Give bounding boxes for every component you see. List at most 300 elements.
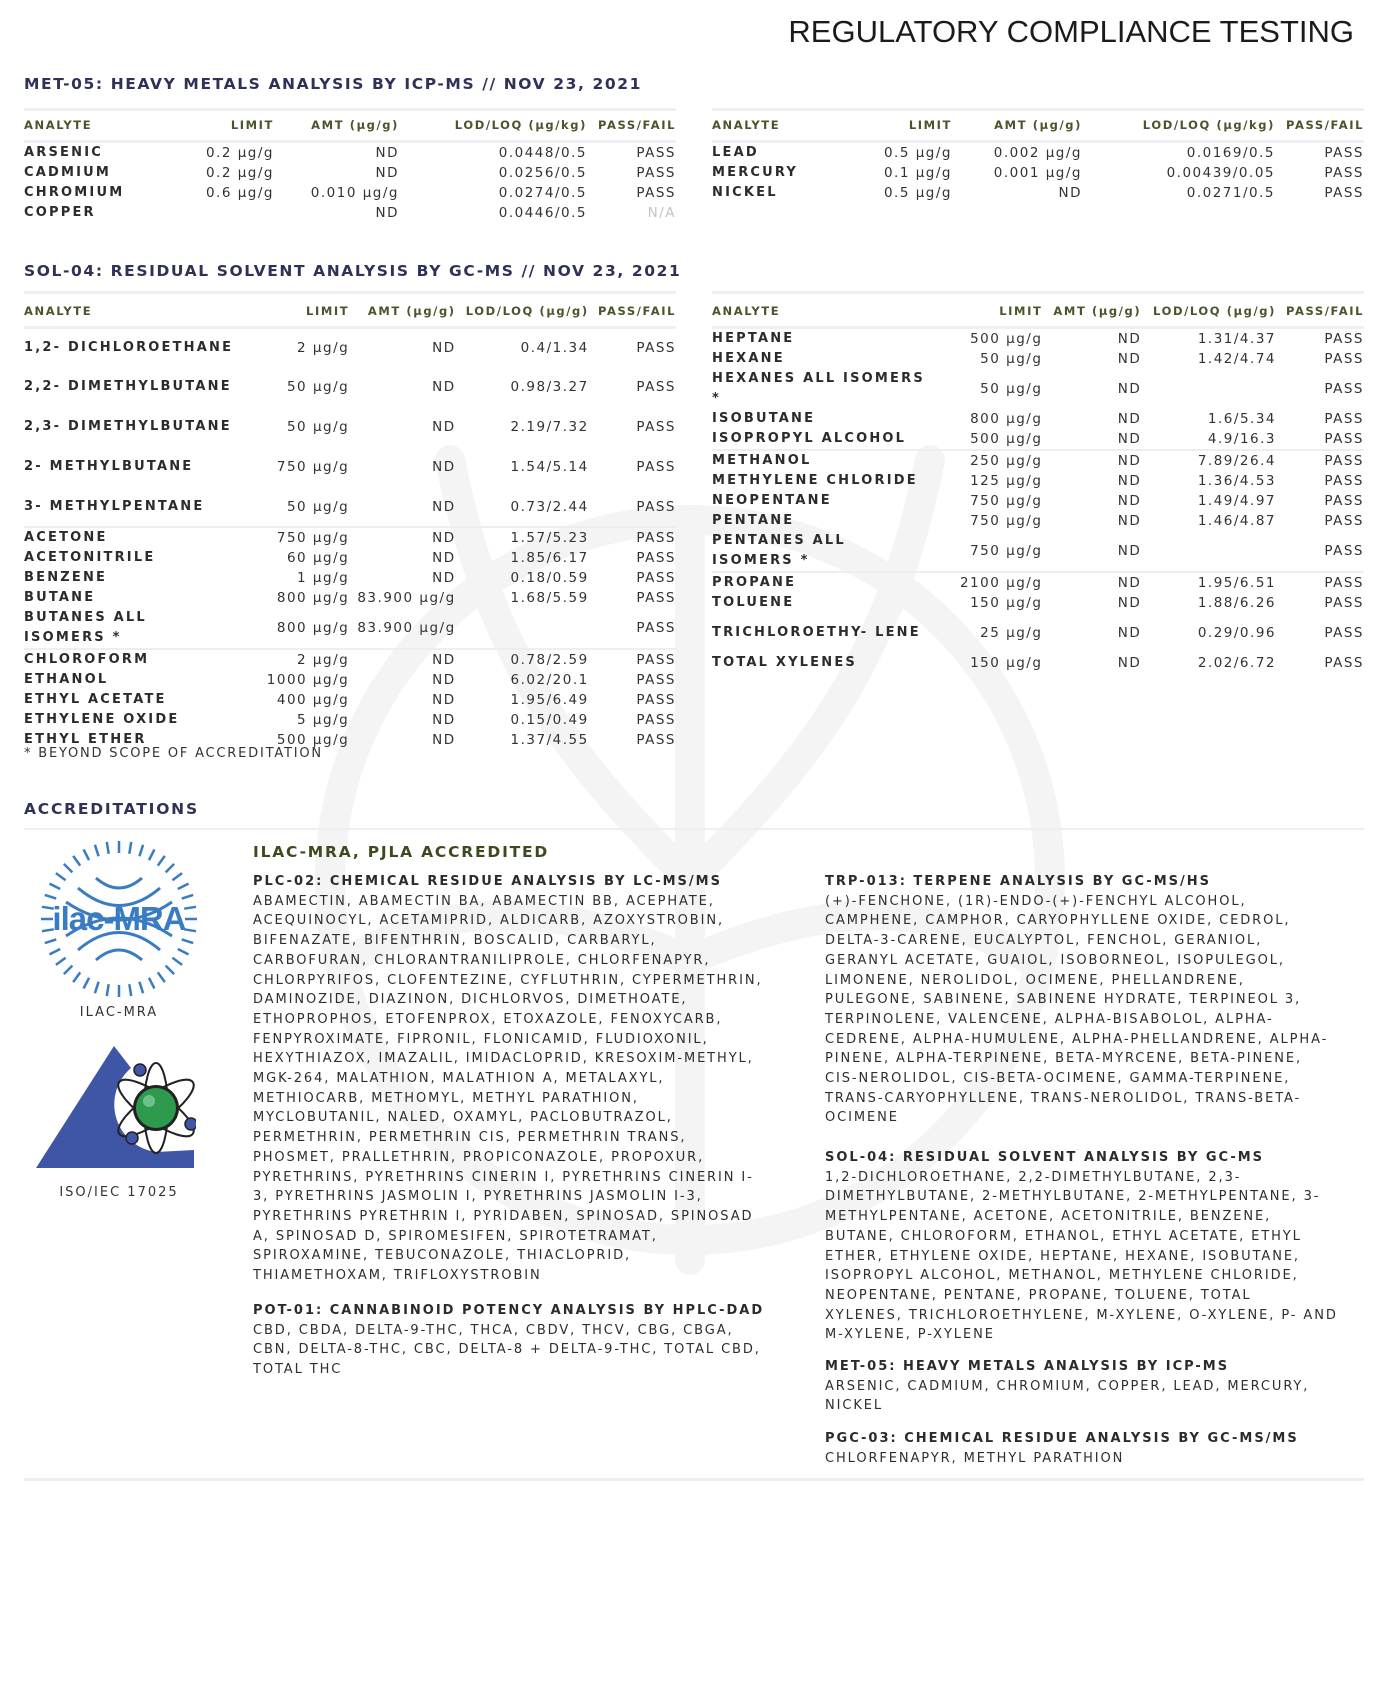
analyte-name: TRICHLOROETHY- LENE [712, 624, 921, 640]
iso-iec-17025-logo-icon [36, 1046, 196, 1176]
cell-analyte [712, 409, 926, 429]
cell-analyte [712, 327, 926, 349]
cell-lodloq: 1.46/4.87 [1197, 512, 1276, 529]
table-row [712, 409, 1364, 429]
accreditations-title: ACCREDITATIONS [24, 800, 199, 818]
table-row [712, 613, 1364, 653]
cell-amt: ND [432, 712, 456, 728]
cell-result: PASS [636, 732, 676, 748]
cell-result: PASS [636, 672, 676, 688]
ilac-tick [158, 856, 165, 866]
cell-analyte [712, 429, 926, 450]
cell-limit: 2 µg/g [297, 339, 350, 356]
cell-lodloq: 0.73/2.44 [510, 498, 589, 515]
method-heading: SOL-04: RESIDUAL SOLVENT ANALYSIS BY GC-MS [825, 1150, 1265, 1165]
metals-table-right [712, 111, 1364, 203]
cell-analyte [24, 203, 174, 223]
cell-limit: 0.2 µg/g [205, 164, 274, 181]
cell-analyte [712, 183, 842, 203]
ilac-tick [172, 958, 182, 965]
ilac-tick [107, 842, 109, 854]
method-heading: POT-01: CANNABINOID POTENCY ANALYSIS BY HPLC-DAD [253, 1303, 765, 1318]
cell-analyte [24, 608, 235, 649]
cell-limit: 2100 µg/g [926, 572, 1042, 593]
cell-lodloq: 0.0448/0.5 [498, 144, 587, 161]
ilac-tick [139, 845, 143, 856]
cell-limit: 750 µg/g [276, 459, 350, 475]
analyte-name: CADMIUM [24, 164, 112, 180]
cell-result: PASS [1324, 594, 1364, 611]
cell-lodloq [456, 608, 589, 649]
cell-lodloq: 0.0271/0.5 [1186, 184, 1275, 201]
cell-result: PASS [636, 712, 676, 728]
cell-result: PASS [1324, 380, 1364, 397]
cell-result: PASS [589, 527, 676, 548]
analyte-name: 2,2- DIMETHYLBUTANE [24, 379, 232, 394]
cell-amt: ND [432, 339, 456, 356]
analyte-name: PENTANES ALL ISOMERS * [712, 532, 846, 568]
table-row [712, 429, 1364, 450]
cell-limit: 50 µg/g [980, 380, 1043, 397]
ilac-tick [50, 949, 61, 954]
cell-analyte [712, 141, 842, 163]
ilac-tick [45, 895, 56, 899]
cell-analyte [24, 183, 174, 203]
cell-limit: 0.2 µg/g [205, 144, 274, 161]
analyte-name: 2- METHYLBUTANE [24, 459, 194, 474]
column-header: LOD/LOQ (µg/g) [1153, 304, 1276, 319]
cell-amt: ND [1117, 350, 1142, 367]
cell-analyte [24, 327, 235, 367]
column-header: PASS/FAIL [1286, 118, 1364, 133]
analyte-name: ISOBUTANE [712, 410, 816, 426]
cell-analyte [24, 710, 235, 730]
cell-amt: ND [349, 649, 455, 670]
cell-lodloq: 1.31/4.37 [1197, 330, 1276, 347]
column-header: LIMIT [908, 118, 952, 133]
cell-lodloq: 0.0274/0.5 [498, 184, 587, 201]
cell-lodloq: 0.4/1.34 [520, 339, 589, 356]
cell-amt: ND [375, 204, 399, 221]
analyte-name: BUTANES ALL ISOMERS * [24, 610, 147, 645]
cell-limit: 5 µg/g [297, 712, 350, 728]
cell-result: PASS [1324, 624, 1364, 641]
method-block-sol-04 [825, 1148, 1370, 1345]
ilac-mra-label: ILAC-MRA [79, 1005, 159, 1020]
analyte-name: TOTAL XYLENES [712, 654, 857, 670]
cell-amt: ND [1042, 450, 1141, 471]
cell-lodloq: 0.29/0.96 [1197, 624, 1276, 641]
cell-result: PASS [1324, 492, 1364, 509]
ilac-tick [73, 972, 80, 982]
ilac-tick [107, 984, 109, 996]
analyte-name: PENTANE [712, 512, 795, 528]
cell-lodloq: 1.57/5.23 [456, 527, 589, 548]
cell-result: PASS [1324, 654, 1364, 671]
cell-result: PASS [636, 590, 676, 606]
method-block-met-05 [825, 1357, 1370, 1416]
divider [24, 828, 1364, 830]
divider [712, 108, 1364, 111]
cell-result: PASS [636, 419, 676, 435]
analyte-name: HEXANE [712, 350, 785, 366]
column-header: AMT (µg/g) [367, 304, 456, 319]
cell-lodloq: 1.6/5.34 [1207, 410, 1276, 427]
cell-lodloq: 4.9/16.3 [1207, 430, 1276, 447]
method-block-trp-013 [825, 872, 1370, 1128]
cell-analyte [24, 649, 235, 670]
method-block-plc-02 [253, 872, 793, 1286]
cell-lodloq: 1.49/4.97 [1197, 492, 1276, 509]
analyte-name: ETHANOL [24, 672, 109, 687]
table-row [712, 327, 1364, 349]
cell-amt: 0.002 µg/g [993, 144, 1082, 161]
cell-result: PASS [1324, 350, 1364, 367]
table-header-row [24, 297, 676, 327]
ilac-tick [45, 939, 56, 943]
ilac-tick [95, 845, 99, 856]
table-row [24, 141, 676, 163]
column-header: PASS/FAIL [1286, 304, 1364, 319]
cell-analyte [24, 487, 235, 527]
cell-limit: 0.6 µg/g [205, 184, 274, 201]
cell-amt: ND [375, 164, 399, 181]
cell-limit [174, 203, 274, 223]
ilac-tick [166, 864, 174, 872]
method-analytes: CBD, CBDA, DELTA-9-THC, THCA, CBDV, THCV, CBG, CBGA, CBN, DELTA-8-THC, CBC, DELTA-8 + DELTA-9-THC, TOTAL CBD, TOTAL THC [253, 1322, 761, 1378]
analyte-name: HEPTANE [712, 330, 795, 346]
cell-lodloq: 6.02/20.1 [510, 672, 589, 688]
cell-analyte [712, 349, 926, 369]
table-row [712, 511, 1364, 531]
method-block-pot-01 [253, 1301, 793, 1380]
ilac-tick [84, 978, 89, 989]
cell-result: PASS [1324, 410, 1364, 427]
accreditation-footnote: * BEYOND SCOPE OF ACCREDITATION [24, 746, 323, 761]
ilac-tick [129, 842, 131, 854]
cell-amt: ND [432, 379, 456, 395]
table-row [712, 593, 1364, 613]
cell-analyte [24, 407, 235, 447]
table-row [712, 572, 1364, 593]
analyte-name: TOLUENE [712, 594, 795, 610]
cell-analyte [24, 367, 235, 407]
ilac-mra-logo-icon [38, 838, 200, 1000]
analyte-name: ISOPROPYL ALCOHOL [712, 430, 907, 446]
table-row [24, 670, 676, 690]
analyte-name: NICKEL [712, 184, 778, 200]
cell-lodloq: 1.95/6.51 [1141, 572, 1276, 593]
cell-lodloq: 1.42/4.74 [1197, 350, 1276, 367]
cell-lodloq: 1.95/6.49 [510, 692, 589, 708]
table-row [24, 548, 676, 568]
cell-lodloq: 1.37/4.55 [510, 732, 589, 748]
table-row [24, 487, 676, 527]
column-header: ANALYTE [24, 304, 93, 319]
column-header: PASS/FAIL [598, 118, 676, 133]
cell-amt: ND [1117, 472, 1142, 489]
cell-result: PASS [636, 339, 676, 356]
ilac-tick [184, 907, 196, 909]
column-header: ANALYTE [24, 118, 93, 133]
ilac-tick [129, 984, 131, 996]
analyte-name: COPPER [24, 204, 96, 220]
ilac-tick [56, 958, 66, 965]
cell-limit: 500 µg/g [970, 430, 1043, 447]
ilac-logo-text: ilac-MRA [52, 900, 186, 937]
cell-limit: 750 µg/g [970, 542, 1043, 559]
cell-analyte [24, 670, 235, 690]
solvents-section-title: SOL-04: RESIDUAL SOLVENT ANALYSIS BY GC-MS // NOV 23, 2021 [24, 262, 682, 280]
cell-analyte [712, 593, 926, 613]
cell-amt: 83.900 µg/g [357, 590, 456, 606]
analyte-name: PROPANE [712, 574, 797, 590]
cell-limit: 50 µg/g [286, 379, 350, 395]
cell-lodloq [1141, 531, 1276, 572]
cell-lodloq: 1.88/6.26 [1197, 594, 1276, 611]
cell-amt: ND [1117, 624, 1142, 641]
table-row [712, 471, 1364, 491]
cell-amt: ND [432, 672, 456, 688]
ilac-tick [56, 873, 66, 880]
cell-amt: ND [1117, 330, 1142, 347]
table-row [24, 588, 676, 608]
cell-lodloq: 0.00439/0.05 [1166, 164, 1275, 181]
cell-result: PASS [636, 379, 676, 395]
table-row [24, 710, 676, 730]
table-row [24, 367, 676, 407]
cell-limit: 800 µg/g [276, 590, 350, 606]
cell-limit: 1 µg/g [297, 570, 350, 586]
cell-lodloq: 2.19/7.32 [510, 419, 589, 435]
cell-limit: 50 µg/g [286, 498, 350, 515]
table-row [712, 349, 1364, 369]
ilac-tick [139, 982, 143, 993]
cell-limit: 50 µg/g [286, 419, 350, 435]
cell-amt: ND [1117, 512, 1142, 529]
cell-result: PASS [1324, 472, 1364, 489]
cell-amt: ND [1042, 572, 1141, 593]
ilac-tick [182, 939, 193, 943]
analyte-name: METHYLENE CHLORIDE [712, 472, 918, 488]
table-row [712, 491, 1364, 511]
cell-amt: ND [1117, 594, 1142, 611]
table-row [24, 203, 676, 223]
cell-result: PASS [1324, 512, 1364, 529]
cell-lodloq: 1.85/6.17 [510, 550, 589, 566]
column-header: LOD/LOQ (µg/kg) [1142, 118, 1275, 133]
table-row [712, 531, 1364, 572]
cell-amt: ND [1117, 430, 1142, 447]
metals-table-left [24, 111, 676, 223]
column-header: ANALYTE [712, 304, 781, 319]
cell-analyte [24, 568, 235, 588]
cell-limit: 1000 µg/g [266, 672, 350, 688]
cell-lodloq: 0.98/3.27 [510, 379, 589, 395]
cell-limit: 125 µg/g [970, 472, 1043, 489]
ilac-tick [158, 972, 165, 982]
table-row [24, 183, 676, 203]
analyte-name: ARSENIC [24, 144, 103, 160]
cell-analyte [712, 572, 926, 593]
analyte-name: ETHYL ACETATE [24, 692, 167, 707]
analyte-name: 3- METHYLPENTANE [24, 498, 205, 514]
table-header-row [24, 111, 676, 141]
solvents-table-left [24, 297, 676, 750]
cell-result: PASS [636, 620, 676, 636]
ilac-tick [84, 850, 89, 861]
analyte-name: BUTANE [24, 590, 96, 605]
cell-lodloq: 0.0169/0.5 [1186, 144, 1275, 161]
cell-result: PASS [1324, 164, 1364, 181]
cell-limit: 750 µg/g [970, 492, 1043, 509]
table-header-row [712, 297, 1364, 327]
analyte-name: 2,3- DIMETHYLBUTANE [24, 419, 232, 434]
table-row [712, 183, 1364, 203]
cell-lodloq: 2.02/6.72 [1197, 654, 1276, 671]
table-row [24, 407, 676, 447]
table-row [24, 649, 676, 670]
cell-lodloq: 7.89/26.4 [1141, 450, 1276, 471]
cell-analyte [712, 613, 926, 653]
method-analytes: (+)-FENCHONE, (1R)-ENDO-(+)-FENCHYL ALCOHOL, CAMPHENE, CAMPHOR, CARYOPHYLLENE OXIDE, CEDROL, DELTA-3-CARENE, EUCALYPTOL, FENCHOL, GERANIOL, GERANYL ACETATE, GUAIOL, ISOBORNEOL, ISOPULEGOL, LIMONENE, NEROLIDOL, OCIMENE, PHELLANDRENE, PULEGONE, SABINENE, SABINENE HYDRATE, TERPINEOL 3, TERPINOLENE, VALENCENE, ALPHA-BISABOLOL, ALPHA- CEDRENE, ALPHA-HUMULENE, ALPHA-PHELLANDRENE, ALPHA- PINENE, ALPHA-TERPINENE, BETA-MYRCENE, BETA-PINENE, CIS-NEROLIDOL, CIS-BETA-OCIMENE, GAMMA-TERPINENE, TRANS-CARYOPHYLLENE, TRANS-NEROLIDOL, TRANS-BETA- OCIMENE [825, 893, 1329, 1126]
cell-result: PASS [1324, 542, 1364, 559]
cell-amt: 0.001 µg/g [993, 164, 1082, 181]
cell-lodloq [1141, 369, 1276, 409]
analyte-name: CHLOROFORM [24, 652, 150, 667]
method-analytes: ARSENIC, CADMIUM, CHROMIUM, COPPER, LEAD, MERCURY, NICKEL [825, 1378, 1310, 1414]
cell-analyte [712, 450, 926, 471]
table-row [24, 447, 676, 487]
ilac-tick [166, 966, 174, 974]
cell-analyte [24, 690, 235, 710]
column-header: PASS/FAIL [598, 304, 676, 319]
ilac-tick [178, 884, 189, 889]
cell-result: PASS [1324, 184, 1364, 201]
method-heading: PGC-03: CHEMICAL RESIDUE ANALYSIS BY GC-MS/MS [825, 1431, 1299, 1446]
cell-limit: 50 µg/g [980, 350, 1043, 367]
column-header: ANALYTE [712, 118, 781, 133]
analyte-name: HEXANES ALL ISOMERS * [712, 370, 925, 406]
analyte-name: ETHYL ETHER [24, 732, 147, 747]
cell-amt: ND [432, 498, 456, 515]
method-analytes: 1,2-DICHLOROETHANE, 2,2-DIMETHYLBUTANE, 2,3- DIMETHYLBUTANE, 2-METHYLBUTANE, 2-METHYLPENTANE, 3- METHYLPENTANE, ACETONE, ACETONITRILE, BENZENE, BUTANE, CHLOROFORM, ETHANOL, ETHYL ACETATE, ETHYL ETHER, ETHYLENE OXIDE, HEPTANE, HEXANE, ISOBUTANE, ISOPROPYL ALCOHOL, METHANOL, METHYLENE CHLORIDE, NEOPENTANE, PENTANE, PROPANE, TOLUENE, TOTAL XYLENES, TRICHLOROETHYLENE, M-XYLENE, O-XYLENE, P- AND M-XYLENE, P-XYLENE [825, 1169, 1338, 1343]
divider [24, 108, 676, 111]
cell-limit: 500 µg/g [970, 330, 1043, 347]
cell-analyte [712, 471, 926, 491]
cell-result: PASS [1324, 430, 1364, 447]
method-heading: PLC-02: CHEMICAL RESIDUE ANALYSIS BY LC-MS/MS [253, 874, 722, 889]
analyte-name: ETHYLENE OXIDE [24, 712, 180, 727]
cell-result: PASS [636, 144, 676, 161]
cell-amt: ND [1117, 542, 1142, 559]
cell-analyte [24, 447, 235, 487]
column-header: AMT (µg/g) [1053, 304, 1142, 319]
column-header: AMT (µg/g) [994, 118, 1082, 133]
method-heading: TRP-013: TERPENE ANALYSIS BY GC-MS/HS [825, 874, 1211, 889]
cell-lodloq: 0.18/0.59 [510, 570, 589, 586]
cell-lodloq: 0.0256/0.5 [498, 164, 587, 181]
ilac-tick [149, 978, 154, 989]
table-row [712, 450, 1364, 471]
ilac-tick [73, 856, 80, 866]
cell-result: PASS [636, 164, 676, 181]
table-row [712, 369, 1364, 409]
cell-limit: 25 µg/g [980, 624, 1043, 641]
cell-result: PASS [636, 498, 676, 515]
method-block-pgc-03 [825, 1429, 1370, 1468]
metals-section-title: MET-05: HEAVY METALS ANALYSIS BY ICP-MS // NOV 23, 2021 [24, 75, 643, 93]
cell-lodloq: 1.68/5.59 [510, 590, 589, 606]
cell-lodloq: 0.15/0.49 [510, 712, 589, 728]
cell-result: PASS [1276, 450, 1364, 471]
ilac-tick [172, 873, 182, 880]
cell-analyte [712, 369, 926, 409]
cell-amt: ND [432, 732, 456, 748]
cell-limit: 150 µg/g [970, 594, 1043, 611]
cell-analyte [712, 491, 926, 511]
cell-result: PASS [589, 649, 676, 670]
divider [24, 291, 676, 294]
cell-analyte [24, 163, 174, 183]
table-header-row [712, 111, 1364, 141]
column-header: LIMIT [306, 304, 350, 319]
solvents-table-right [712, 297, 1364, 673]
cell-analyte [712, 163, 842, 183]
cell-amt: ND [349, 527, 455, 548]
column-header: AMT (µg/g) [311, 118, 399, 133]
cell-result: PASS [636, 550, 676, 566]
cell-limit: 2 µg/g [235, 649, 349, 670]
cell-amt: ND [432, 692, 456, 708]
analyte-name: 1,2- DICHLOROETHANE [24, 339, 234, 355]
cell-limit: 750 µg/g [235, 527, 349, 548]
cell-limit: 800 µg/g [970, 410, 1043, 427]
bottom-divider [24, 1478, 1364, 1481]
cell-limit: 0.5 µg/g [883, 144, 952, 161]
cell-analyte [24, 141, 174, 163]
cell-amt: ND [1117, 410, 1142, 427]
cell-amt: ND [1117, 654, 1142, 671]
cell-limit: 250 µg/g [926, 450, 1042, 471]
column-header: LOD/LOQ (µg/kg) [454, 118, 587, 133]
cell-result: N/A [647, 204, 676, 221]
table-row [712, 163, 1364, 183]
cell-amt: ND [432, 419, 456, 435]
cell-limit: 0.5 µg/g [883, 184, 952, 201]
analyte-name: LEAD [712, 144, 759, 160]
cell-result: PASS [636, 459, 676, 475]
column-header: LIMIT [230, 118, 274, 133]
iso-iec-17025-label: ISO/IEC 17025 [59, 1185, 179, 1200]
page-title: REGULATORY COMPLIANCE TESTING [788, 14, 1354, 49]
table-row [24, 163, 676, 183]
ilac-tick [182, 895, 193, 899]
cell-lodloq: 0.78/2.59 [456, 649, 589, 670]
table-row [24, 690, 676, 710]
table-row [24, 608, 676, 649]
analyte-name: NEOPENTANE [712, 492, 832, 508]
cell-amt: 83.900 µg/g [357, 620, 456, 636]
cell-limit: 0.1 µg/g [883, 164, 952, 181]
cell-analyte [24, 588, 235, 608]
method-analytes: CHLORFENAPYR, METHYL PARATHION [825, 1450, 1125, 1466]
cell-limit: 800 µg/g [276, 620, 350, 636]
cell-analyte [712, 511, 926, 531]
cell-lodloq: 0.0446/0.5 [498, 204, 587, 221]
cell-amt: ND [1117, 492, 1142, 509]
cell-result: PASS [636, 692, 676, 708]
